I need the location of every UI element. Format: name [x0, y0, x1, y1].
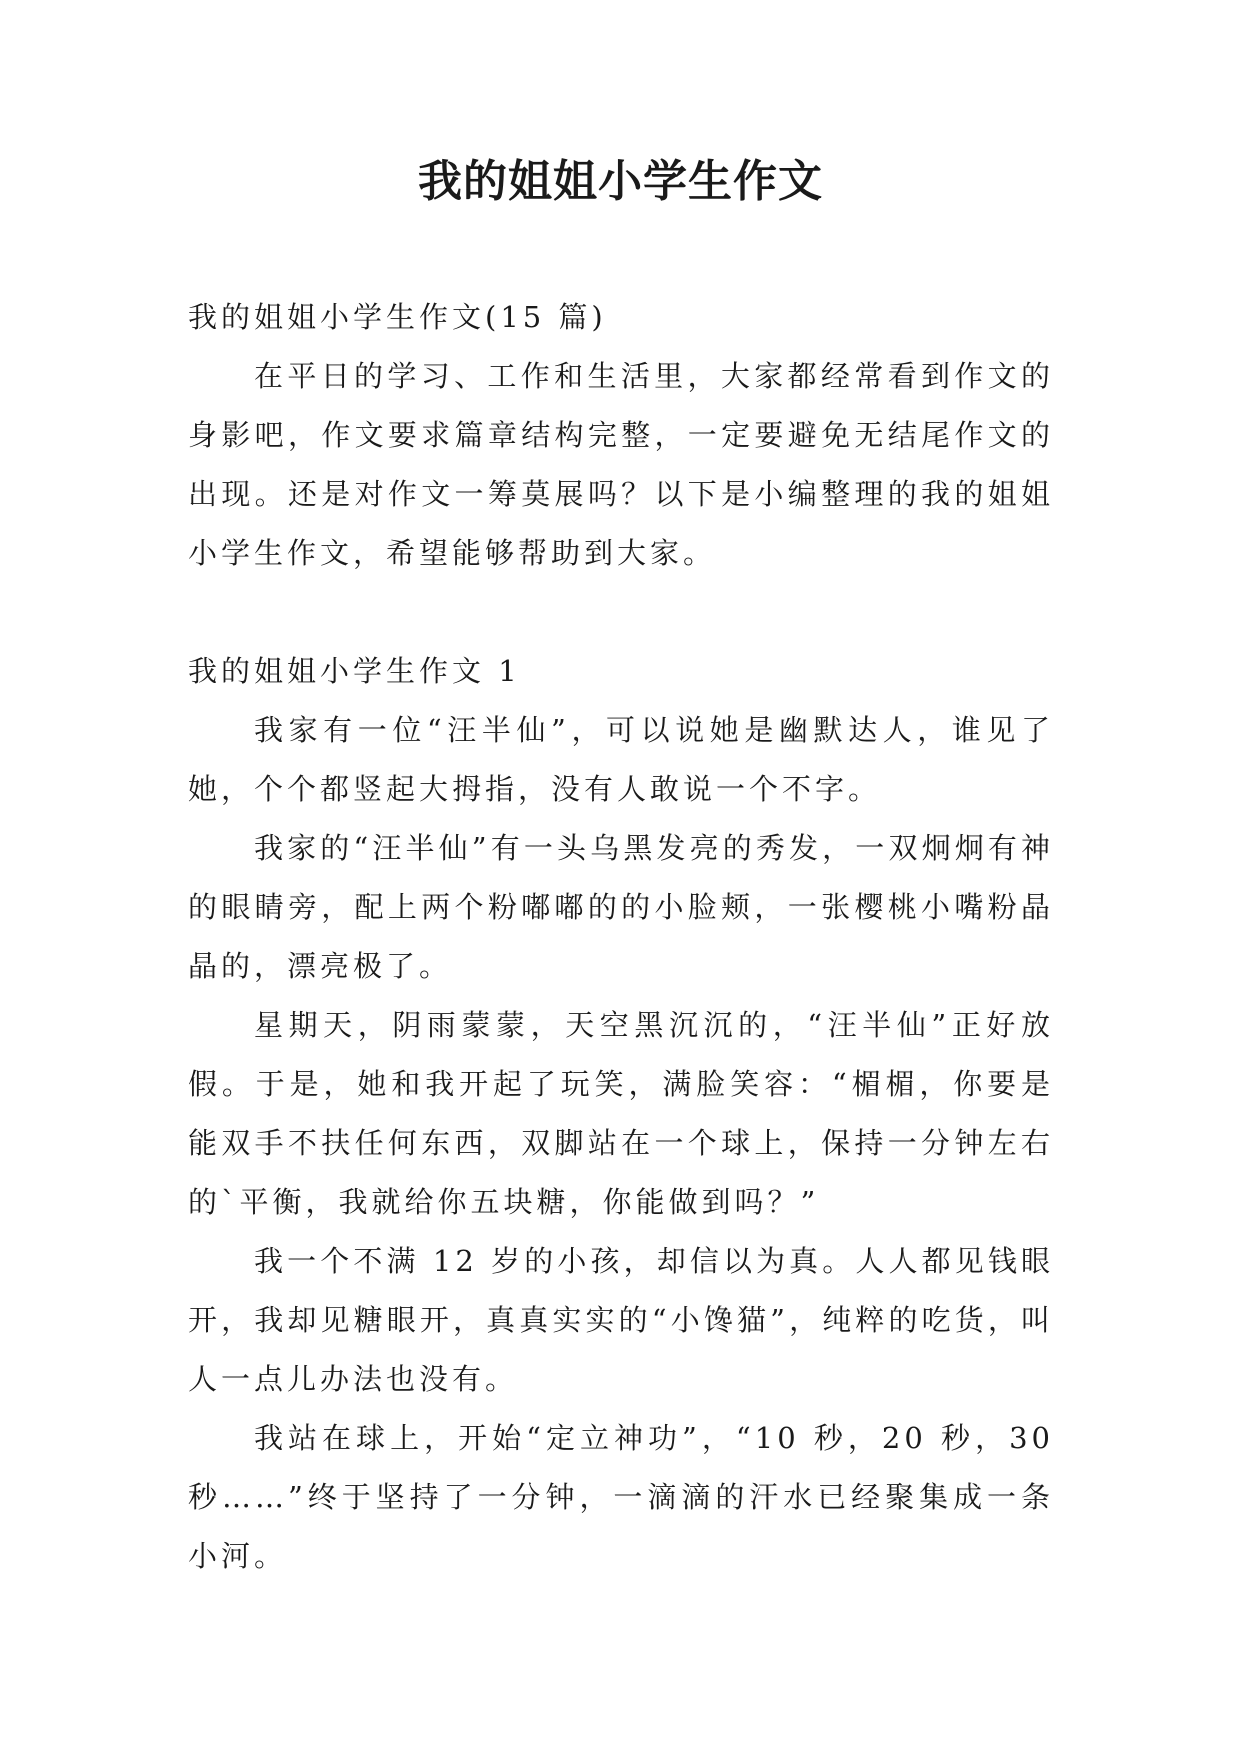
section-spacer — [188, 583, 1054, 642]
intro-paragraph: 在平日的学习、工作和生活里，大家都经常看到作文的身影吧，作文要求篇章结构完整，一定要避免无结尾作文的出现。还是对作文一筹莫展吗？以下是小编整理的我的姐姐小学生作文，希望能够帮助到大家。 — [188, 359, 1054, 570]
paragraph: 我家有一位“汪半仙”，可以说她是幽默达人，谁见了她，个个都竖起大拇指，没有人敢说一个不字。 — [188, 713, 1054, 806]
paragraph: 星期天，阴雨蒙蒙，天空黑沉沉的，“汪半仙”正好放假。于是，她和我开起了玩笑，满脸笑容：“楣楣，你要是能双手不扶任何东西，双脚站在一个球上，保持一分钟左右的`平衡，我就给你五块糖，你能做到吗？” — [188, 1008, 1054, 1219]
paragraph: 我站在球上，开始“定立神功”，“10 秒，20 秒，30 秒……”终于坚持了一分钟，一滴滴的汗水已经聚集成一条小河。 — [188, 1421, 1054, 1573]
document-body — [188, 288, 1054, 1586]
paragraph: 我家的“汪半仙”有一头乌黑发亮的秀发，一双炯炯有神的眼睛旁，配上两个粉嘟嘟的的小脸颊，一张樱桃小嘴粉晶晶的，漂亮极了。 — [188, 831, 1054, 983]
collection-heading: 我的姐姐小学生作文(15 篇) — [188, 300, 607, 334]
section-heading: 我的姐姐小学生作文 1 — [188, 654, 521, 688]
paragraph: 我一个不满 12 岁的小孩，却信以为真。人人都见钱眼开，我却见糖眼开，真真实实的“小馋猫”，纯粹的吃货，叫人一点儿办法也没有。 — [188, 1244, 1054, 1396]
document-title: 我的姐姐小学生作文 — [418, 156, 823, 207]
